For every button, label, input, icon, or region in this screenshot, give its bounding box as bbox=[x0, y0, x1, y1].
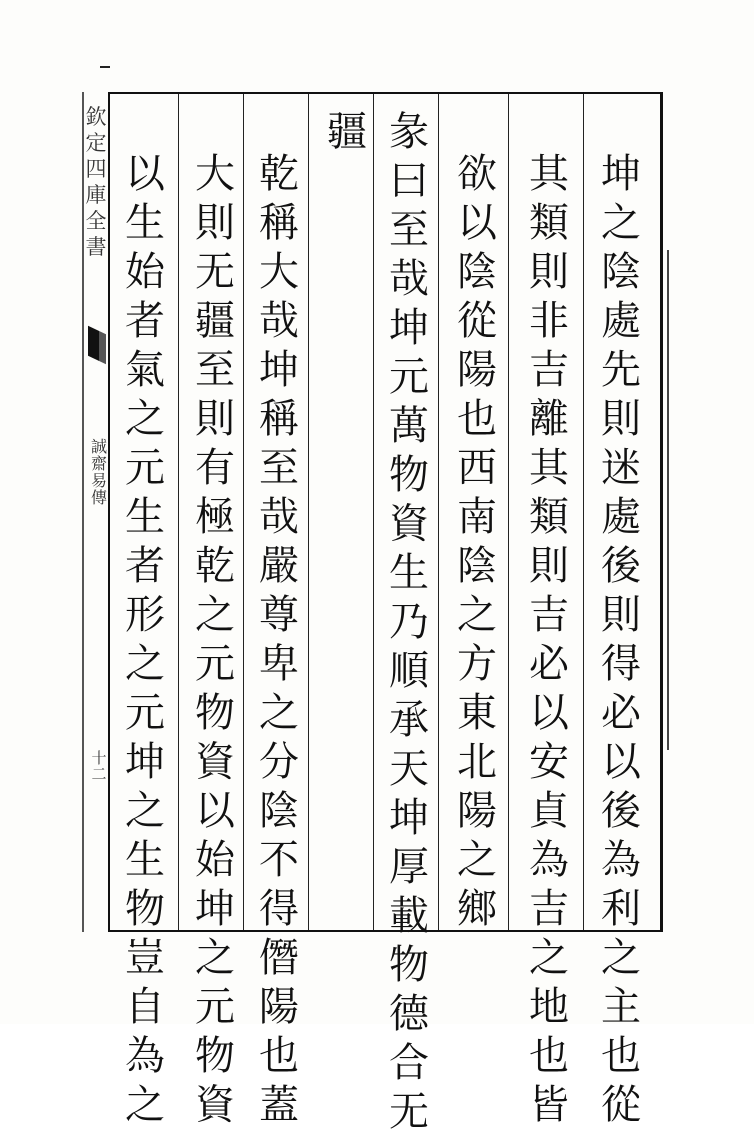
character: 元 bbox=[125, 690, 165, 736]
character: 坤 bbox=[601, 151, 641, 197]
character: 之 bbox=[457, 592, 497, 638]
character: 坤 bbox=[125, 739, 165, 785]
character: 坤 bbox=[259, 347, 299, 393]
edge-book-title bbox=[84, 104, 108, 260]
character: 乃 bbox=[389, 599, 429, 645]
character: 之 bbox=[195, 935, 235, 981]
character: 陽 bbox=[457, 347, 497, 393]
character: 无 bbox=[195, 249, 235, 295]
character: 物 bbox=[195, 1033, 235, 1079]
character: 以 bbox=[195, 788, 235, 834]
frame-top-border bbox=[108, 92, 663, 94]
character: 疆 bbox=[195, 298, 235, 344]
character: 十 bbox=[91, 749, 107, 767]
character: 得 bbox=[601, 641, 641, 687]
character: 有 bbox=[195, 445, 235, 491]
character: 後 bbox=[601, 788, 641, 834]
character: 後 bbox=[601, 543, 641, 589]
character: 物 bbox=[125, 886, 165, 932]
frame-right-inner-border bbox=[667, 250, 669, 750]
character: 其 bbox=[529, 151, 569, 197]
character: 之 bbox=[125, 788, 165, 834]
character: 不 bbox=[259, 837, 299, 883]
character: 吉 bbox=[529, 592, 569, 638]
character: 利 bbox=[601, 886, 641, 932]
character: 陽 bbox=[457, 788, 497, 834]
character: 无 bbox=[389, 1089, 429, 1135]
character: 類 bbox=[529, 494, 569, 540]
character: 載 bbox=[389, 893, 429, 939]
character: 之 bbox=[125, 641, 165, 687]
character: 處 bbox=[601, 298, 641, 344]
character: 僭 bbox=[259, 935, 299, 981]
character: 從 bbox=[457, 298, 497, 344]
character: 陰 bbox=[259, 788, 299, 834]
character: 迷 bbox=[601, 445, 641, 491]
character: 南 bbox=[457, 494, 497, 540]
character: 北 bbox=[457, 739, 497, 785]
frame-left-border bbox=[108, 92, 110, 932]
character: 易 bbox=[90, 471, 107, 490]
character: 處 bbox=[601, 494, 641, 540]
character: 尊 bbox=[259, 592, 299, 638]
text-column bbox=[592, 150, 650, 1130]
character: 哉 bbox=[259, 298, 299, 344]
character: 為 bbox=[529, 837, 569, 883]
text-column bbox=[250, 150, 308, 1130]
character: 陰 bbox=[457, 249, 497, 295]
character: 西 bbox=[457, 445, 497, 491]
character: 坤 bbox=[389, 795, 429, 841]
character: 定 bbox=[85, 131, 107, 155]
character: 主 bbox=[601, 984, 641, 1030]
character: 始 bbox=[125, 249, 165, 295]
character: 順 bbox=[389, 648, 429, 694]
character: 大 bbox=[195, 151, 235, 197]
character: 生 bbox=[125, 494, 165, 540]
character: 貞 bbox=[529, 788, 569, 834]
frame-right-border bbox=[660, 92, 663, 932]
character: 稱 bbox=[259, 396, 299, 442]
character: 書 bbox=[85, 235, 107, 259]
character: 則 bbox=[601, 592, 641, 638]
character: 之 bbox=[601, 200, 641, 246]
character: 先 bbox=[601, 347, 641, 393]
character: 地 bbox=[529, 984, 569, 1030]
character: 以 bbox=[601, 739, 641, 785]
character: 傳 bbox=[90, 488, 107, 507]
character: 至 bbox=[195, 347, 235, 393]
character: 齋 bbox=[90, 454, 107, 473]
character: 安 bbox=[529, 739, 569, 785]
character: 方 bbox=[457, 641, 497, 687]
character: 之 bbox=[125, 1082, 165, 1128]
character: 生 bbox=[389, 550, 429, 596]
character: 氣 bbox=[125, 347, 165, 393]
character: 四 bbox=[85, 157, 107, 181]
character: 元 bbox=[195, 984, 235, 1030]
character: 萬 bbox=[389, 403, 429, 449]
text-column bbox=[318, 108, 376, 157]
character: 之 bbox=[195, 592, 235, 638]
column-rule bbox=[373, 94, 374, 930]
character: 物 bbox=[389, 452, 429, 498]
text-column bbox=[448, 150, 506, 934]
column-rule bbox=[178, 94, 179, 930]
character: 蓋 bbox=[259, 1082, 299, 1128]
character: 之 bbox=[601, 935, 641, 981]
character: 形 bbox=[125, 592, 165, 638]
character: 也 bbox=[259, 1033, 299, 1079]
character: 則 bbox=[195, 396, 235, 442]
column-rule bbox=[438, 94, 439, 930]
character: 生 bbox=[125, 837, 165, 883]
character: 疆 bbox=[327, 109, 367, 155]
top-mark bbox=[100, 66, 110, 68]
character: 離 bbox=[529, 396, 569, 442]
character: 卑 bbox=[259, 641, 299, 687]
character: 至 bbox=[259, 445, 299, 491]
text-column bbox=[186, 150, 244, 1130]
character: 元 bbox=[195, 641, 235, 687]
character: 則 bbox=[529, 543, 569, 589]
character: 陽 bbox=[259, 984, 299, 1030]
character: 至 bbox=[389, 207, 429, 253]
character: 者 bbox=[125, 543, 165, 589]
character: 合 bbox=[389, 1040, 429, 1086]
character: 陰 bbox=[601, 249, 641, 295]
character: 陰 bbox=[457, 543, 497, 589]
character: 之 bbox=[457, 837, 497, 883]
column-rule bbox=[583, 94, 584, 930]
character: 資 bbox=[195, 739, 235, 785]
character: 乾 bbox=[195, 543, 235, 589]
character: 則 bbox=[601, 396, 641, 442]
character: 二 bbox=[91, 765, 107, 783]
character: 自 bbox=[125, 984, 165, 1030]
character: 德 bbox=[389, 991, 429, 1037]
character: 稱 bbox=[259, 200, 299, 246]
text-column bbox=[380, 108, 438, 1137]
character: 之 bbox=[259, 690, 299, 736]
character: 天 bbox=[389, 746, 429, 792]
character: 吉 bbox=[529, 886, 569, 932]
character: 坤 bbox=[195, 886, 235, 932]
character: 厚 bbox=[389, 844, 429, 890]
character: 得 bbox=[259, 886, 299, 932]
character: 之 bbox=[125, 396, 165, 442]
character: 極 bbox=[195, 494, 235, 540]
character: 為 bbox=[125, 1033, 165, 1079]
character: 其 bbox=[529, 445, 569, 491]
character: 也 bbox=[601, 1033, 641, 1079]
character: 必 bbox=[529, 641, 569, 687]
character: 物 bbox=[195, 690, 235, 736]
character: 哉 bbox=[389, 256, 429, 302]
character: 鄉 bbox=[457, 886, 497, 932]
character: 以 bbox=[125, 151, 165, 197]
character: 物 bbox=[389, 942, 429, 988]
column-rule bbox=[308, 94, 309, 930]
column-rule bbox=[508, 94, 509, 930]
text-column bbox=[116, 150, 174, 1130]
character: 欲 bbox=[457, 151, 497, 197]
character: 也 bbox=[457, 396, 497, 442]
character: 承 bbox=[389, 697, 429, 743]
character: 嚴 bbox=[259, 543, 299, 589]
character: 吉 bbox=[529, 347, 569, 393]
character: 庫 bbox=[85, 183, 107, 207]
character: 乾 bbox=[259, 151, 299, 197]
character: 始 bbox=[195, 837, 235, 883]
character: 元 bbox=[389, 354, 429, 400]
page-number bbox=[90, 750, 108, 782]
character: 分 bbox=[259, 739, 299, 785]
character: 之 bbox=[529, 935, 569, 981]
character: 則 bbox=[195, 200, 235, 246]
character: 元 bbox=[125, 445, 165, 491]
character: 以 bbox=[529, 690, 569, 736]
character: 非 bbox=[529, 298, 569, 344]
character: 欽 bbox=[85, 105, 107, 129]
character: 全 bbox=[85, 209, 107, 233]
character: 從 bbox=[601, 1082, 641, 1128]
character: 為 bbox=[601, 837, 641, 883]
character: 者 bbox=[125, 298, 165, 344]
character: 以 bbox=[457, 200, 497, 246]
text-column bbox=[520, 150, 578, 1130]
character: 皆 bbox=[529, 1082, 569, 1128]
character: 類 bbox=[529, 200, 569, 246]
fish-tail-mark bbox=[88, 326, 106, 364]
character: 資 bbox=[195, 1082, 235, 1128]
character: 坤 bbox=[389, 305, 429, 351]
side-book-title bbox=[90, 438, 108, 506]
character: 哉 bbox=[259, 494, 299, 540]
character: 誠 bbox=[90, 437, 107, 456]
character: 資 bbox=[389, 501, 429, 547]
character: 東 bbox=[457, 690, 497, 736]
character: 大 bbox=[259, 249, 299, 295]
character: 曰 bbox=[389, 158, 429, 204]
character: 彖 bbox=[389, 109, 429, 155]
character: 必 bbox=[601, 690, 641, 736]
character: 生 bbox=[125, 200, 165, 246]
character: 則 bbox=[529, 249, 569, 295]
character: 豈 bbox=[125, 935, 165, 981]
character: 也 bbox=[529, 1033, 569, 1079]
